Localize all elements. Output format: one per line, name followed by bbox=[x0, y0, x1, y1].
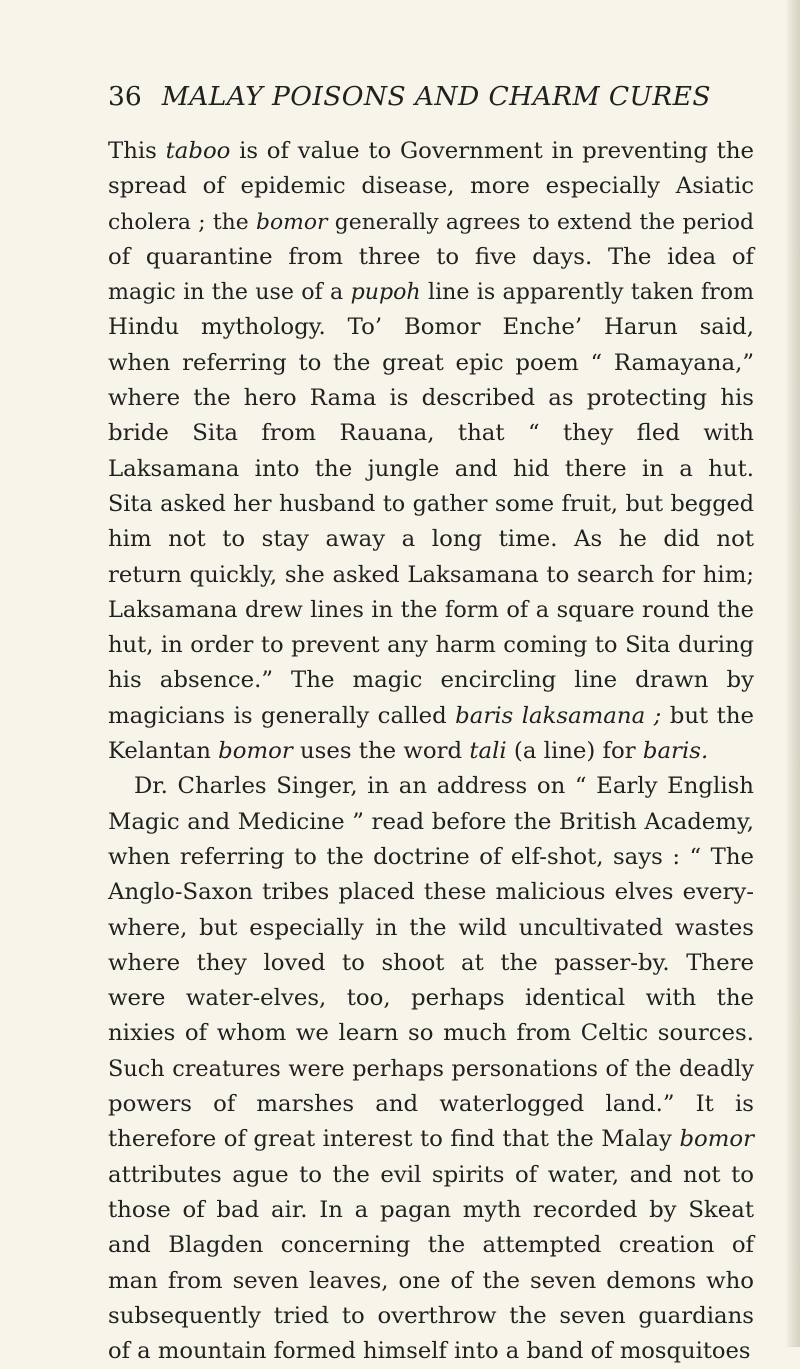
text-run: Laksamana into the jungle and hid there in a hut. bbox=[108, 455, 754, 482]
text-run: when referring to the doctrine of elf-shot, says : “ The bbox=[108, 843, 754, 870]
text-line bbox=[108, 1052, 754, 1087]
text-line bbox=[108, 981, 754, 1016]
text-run: line is apparently taken from bbox=[420, 279, 754, 306]
text-run: Kelantan bbox=[108, 738, 219, 765]
text-line bbox=[108, 1016, 754, 1051]
text-run: Such creatures were perhaps personations of the deadly bbox=[108, 1055, 754, 1082]
text-run: and Blagden concerning the attempted creation of bbox=[108, 1232, 754, 1259]
text-run: is of value to Government in preventing the bbox=[230, 138, 754, 164]
text-run: Sita asked her husband to gather some fruit, but begged bbox=[108, 490, 754, 517]
text-line bbox=[108, 1158, 754, 1193]
italic-term: tali bbox=[469, 738, 507, 765]
text-run: subsequently tried to overthrow the seven guardians bbox=[108, 1302, 754, 1329]
text-line bbox=[108, 663, 754, 698]
text-line bbox=[108, 452, 754, 487]
text-run: attributes ague to the evil spirits of water, and not to bbox=[108, 1161, 754, 1188]
text-run: uses the word bbox=[292, 738, 470, 765]
text-line bbox=[108, 1228, 754, 1263]
text-run: his absence.” The magic encircling line drawn by bbox=[108, 667, 754, 694]
text-line bbox=[108, 734, 754, 769]
text-run: but the bbox=[661, 702, 754, 729]
text-run: magic in the use of a bbox=[108, 279, 351, 306]
text-line bbox=[108, 558, 754, 593]
italic-term: bomor bbox=[255, 209, 328, 235]
text-run: him not to stay away a long time. As he did not bbox=[108, 526, 754, 553]
text-run: nixies of whom we learn so much from Celtic sources. bbox=[108, 1020, 754, 1047]
text-line bbox=[108, 1122, 754, 1157]
text-run: (a line) for bbox=[506, 738, 643, 765]
text-run: when referring to the great epic poem “ Ramayana,” bbox=[108, 349, 754, 376]
text-run: generally agrees to extend the period bbox=[327, 209, 754, 235]
text-line bbox=[108, 240, 754, 275]
text-run: Magic and Medicine ” read before the British Academy, bbox=[108, 808, 754, 835]
text-line bbox=[108, 1299, 754, 1334]
text-line bbox=[108, 205, 754, 240]
text-line bbox=[108, 946, 754, 981]
italic-term: baris. bbox=[642, 738, 709, 765]
text-line bbox=[108, 769, 754, 804]
text-line bbox=[108, 134, 754, 169]
text-line bbox=[108, 628, 754, 663]
text-line bbox=[108, 875, 754, 910]
page-number: 36 bbox=[108, 81, 142, 112]
text-line bbox=[108, 1087, 754, 1122]
text-run: hut, in order to prevent any harm coming to Sita during bbox=[108, 632, 754, 659]
text-run: This bbox=[108, 138, 166, 164]
text-line bbox=[108, 1334, 754, 1369]
text-run: of quarantine from three to five days. The idea of bbox=[108, 243, 754, 270]
text-line bbox=[108, 699, 754, 734]
text-run: man from seven leaves, one of the seven demons who bbox=[108, 1267, 754, 1294]
text-run: therefore of great interest to find that the Malay bbox=[108, 1126, 680, 1153]
text-run: where they loved to shoot at the passer-by. There bbox=[108, 949, 754, 976]
running-title: MALAY POISONS AND CHARM CURES bbox=[161, 81, 711, 112]
text-line bbox=[108, 487, 754, 522]
text-line bbox=[108, 840, 754, 875]
text-run: magicians is generally called bbox=[108, 702, 456, 729]
italic-term: baris laksamana ; bbox=[455, 702, 662, 729]
text-run: bride Sita from Rauana, that “ they fled with bbox=[108, 420, 754, 447]
page-header bbox=[108, 80, 738, 114]
text-line bbox=[108, 522, 754, 557]
text-line bbox=[108, 805, 754, 840]
text-run: spread of epidemic disease, more especially Asiatic bbox=[108, 173, 754, 200]
text-line bbox=[108, 381, 754, 416]
text-line bbox=[108, 593, 754, 628]
text-line bbox=[108, 310, 754, 345]
text-run: Laksamana drew lines in the form of a square round the bbox=[108, 596, 754, 623]
text-line bbox=[108, 1264, 754, 1299]
text-run: where, but especially in the wild uncultivated wastes bbox=[108, 914, 754, 941]
text-run: powers of marshes and waterlogged land.” It is bbox=[108, 1091, 754, 1118]
text-line bbox=[108, 1193, 754, 1228]
text-run: where the hero Rama is described as protecting his bbox=[108, 385, 754, 412]
text-run: Dr. Charles Singer, in an address on “ Early English bbox=[134, 773, 754, 800]
text-line bbox=[108, 169, 754, 204]
body-text bbox=[108, 134, 754, 1369]
text-line bbox=[108, 416, 754, 451]
text-run: those of bad air. In a pagan myth recorded by Skeat bbox=[108, 1196, 754, 1223]
italic-term: pupoh bbox=[350, 279, 421, 306]
text-line bbox=[108, 911, 754, 946]
page-edge bbox=[786, 0, 800, 1347]
italic-term: bomor bbox=[679, 1126, 754, 1153]
text-run: of a mountain formed himself into a band of mosquitoes bbox=[108, 1338, 751, 1365]
text-run: were water-elves, too, perhaps identical with the bbox=[108, 985, 754, 1012]
italic-term: bomor bbox=[218, 738, 293, 765]
italic-term: taboo bbox=[165, 138, 231, 164]
text-line bbox=[108, 275, 754, 310]
text-line bbox=[108, 346, 754, 381]
text-run: Hindu mythology. To’ Bomor Enche’ Harun said, bbox=[108, 314, 754, 341]
text-run: cholera ; the bbox=[108, 209, 256, 235]
text-run: Anglo-Saxon tribes placed these malicious elves every- bbox=[108, 879, 754, 906]
text-run: return quickly, she asked Laksamana to search for him; bbox=[108, 561, 754, 588]
